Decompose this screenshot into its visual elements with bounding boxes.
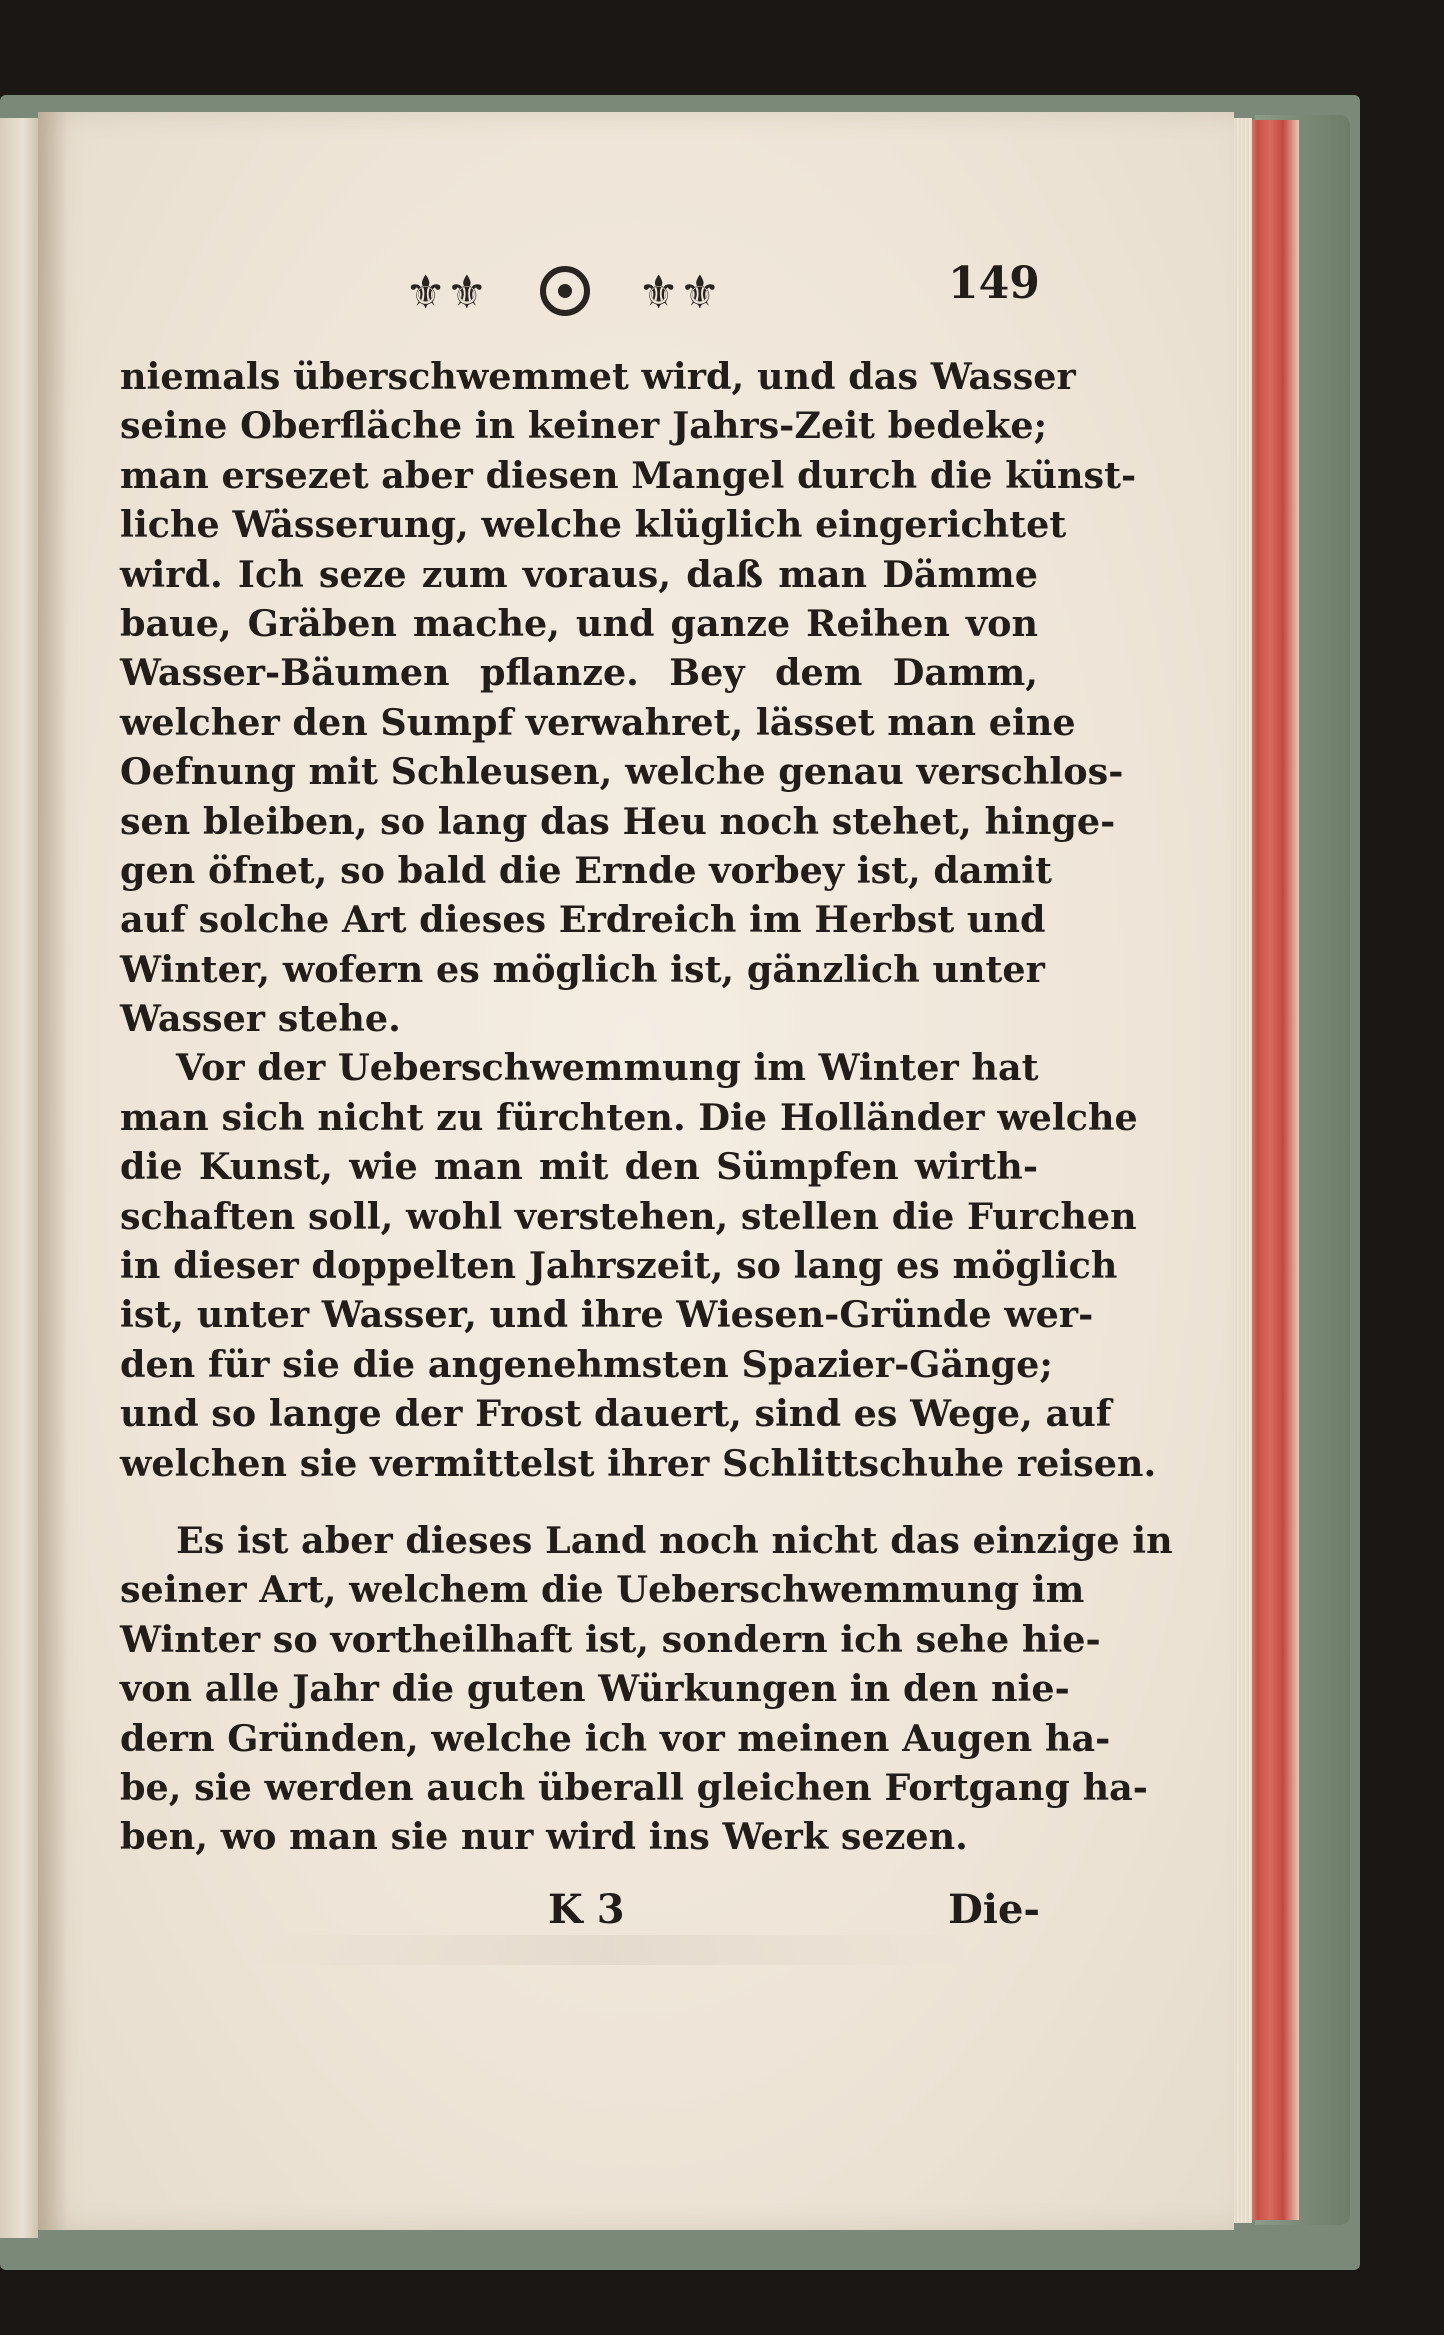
text-line: baue, Gräben mache, und ganze Reihen von — [120, 601, 1038, 645]
text-line: Oefnung mit Schleusen, welche genau verschlos- — [120, 750, 1124, 794]
text-line: gen öfnet, so bald die Ernde vorbey ist, damit — [120, 848, 1052, 892]
red-page-edges — [1247, 120, 1299, 2220]
text-line: ist, unter Wasser, und ihre Wiesen-Gründe wer- — [120, 1293, 1094, 1337]
text-line: welchen sie vermittelst ihrer Schlittschuhe reisen. — [120, 1441, 1157, 1485]
catchword: Die- — [948, 1886, 1040, 1933]
body-text — [120, 352, 1173, 1862]
text-line: schaften soll, wohl verstehen, stellen die Furchen — [120, 1194, 1137, 1238]
text-line: dern Gründen, welche ich vor meinen Augen ha- — [120, 1716, 1111, 1760]
text-line: ben, wo man sie nur wird ins Werk sezen. — [120, 1815, 968, 1859]
text-line: wird. Ich seze zum voraus, daß man Dämme — [120, 552, 1038, 596]
text-line: auf solche Art dieses Erdreich im Herbst und — [120, 898, 1046, 942]
rosette-ornament-icon — [540, 266, 590, 316]
text-line: Winter so vortheilhaft ist, sondern ich sehe hie- — [120, 1617, 1101, 1661]
text-line: und so lange der Frost dauert, sind es Wege, auf — [120, 1392, 1112, 1436]
text-line: den für sie die angenehmsten Spazier-Gänge; — [120, 1342, 1053, 1386]
text-line: sen bleiben, so lang das Heu noch stehet, hinge- — [120, 799, 1116, 843]
text-line: in dieser doppelten Jahrszeit, so lang es möglich — [120, 1244, 1118, 1288]
text-line: welcher den Sumpf verwahret, lässet man eine — [120, 700, 1076, 744]
gutter-shadow — [38, 112, 68, 2230]
text-line: man sich nicht zu fürchten. Die Holländer welche — [120, 1095, 1138, 1139]
text-line: Es ist aber dieses Land noch nicht das einzige in — [176, 1518, 1173, 1562]
text-line: man ersezet aber diesen Mangel durch die künst- — [120, 453, 1137, 497]
text-line: Vor der Ueberschwemmung im Winter hat — [176, 1046, 1039, 1090]
signature-mark: K 3 — [548, 1886, 625, 1933]
text-line: seiner Art, welchem die Ueberschwemmung im — [120, 1568, 1085, 1612]
fleuron-left-icon: ⚜⚜ — [405, 265, 488, 319]
text-line: be, sie werden auch überall gleichen Fortgang ha- — [120, 1765, 1148, 1809]
text-line: Wasser-Bäumen pflanze. Bey dem Damm, — [120, 651, 1038, 695]
text-line: Wasser stehe. — [120, 997, 401, 1041]
fleuron-right-icon: ⚜⚜ — [638, 265, 721, 319]
text-line: liche Wässerung, welche klüglich eingerichtet — [120, 503, 1067, 547]
left-page-edge — [0, 118, 38, 2238]
page-number: 149 — [948, 258, 1040, 309]
text-line: niemals überschwemmet wird, und das Wasser — [120, 355, 1076, 398]
text-line: Winter, wofern es möglich ist, gänzlich unter — [120, 947, 1045, 991]
text-line: von alle Jahr die guten Würkungen in den nie- — [120, 1667, 1070, 1711]
show-through-bleed — [250, 1935, 970, 1965]
text-line: die Kunst, wie man mit den Sümpfen wirth- — [120, 1145, 1038, 1189]
paragraph-gap — [120, 1488, 1038, 1516]
text-line: seine Oberfläche in keiner Jahrs-Zeit bedeke; — [120, 404, 1048, 448]
